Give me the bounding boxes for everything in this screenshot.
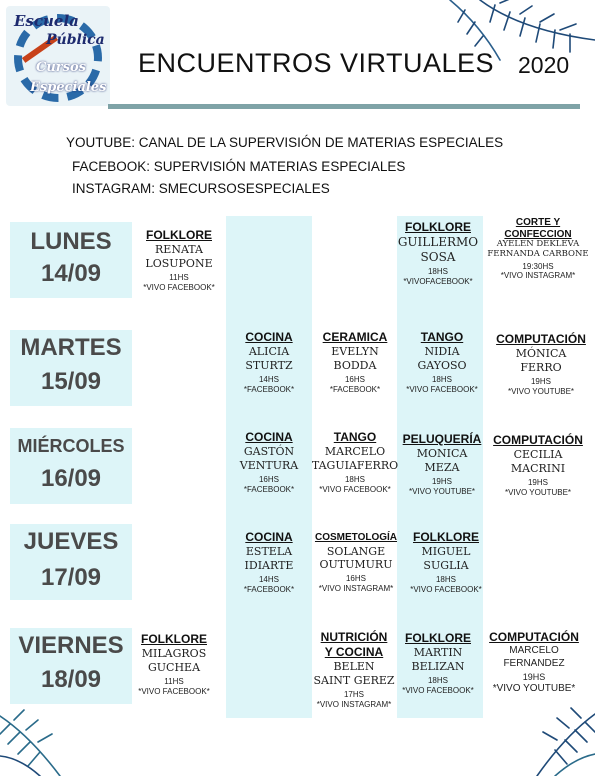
logo-text-line4: Especiales bbox=[30, 80, 107, 95]
session-teacher: MÓNICA bbox=[515, 347, 567, 360]
session-mode: *VIVO FACEBOOK* bbox=[138, 686, 210, 696]
logo-text-line1: Escuela bbox=[14, 12, 79, 30]
session-subject: TANGO bbox=[333, 430, 377, 444]
session-teacher: MONICA bbox=[416, 447, 468, 460]
session-time: 18HS bbox=[431, 374, 452, 384]
session-subject: CONFECCION bbox=[504, 228, 572, 240]
session-viernes-nutricion bbox=[308, 630, 400, 710]
session-jueves-folklore bbox=[400, 530, 492, 595]
day-name: LUNES bbox=[30, 228, 112, 255]
session-mode: *FACEBOOK* bbox=[243, 484, 295, 494]
session-teacher: TAGUIAFERRO bbox=[311, 458, 399, 472]
session-teacher: RENATA bbox=[155, 243, 203, 256]
day-date: 15/09 bbox=[40, 368, 102, 395]
session-lunes-folklore-2 bbox=[392, 220, 484, 287]
day-label-lunes bbox=[10, 222, 132, 298]
session-time: 19HS bbox=[431, 476, 452, 486]
session-mode: *FACEBOOK* bbox=[243, 384, 295, 394]
session-subject: FOLKLORE bbox=[405, 631, 471, 645]
day-label-jueves bbox=[10, 524, 132, 600]
day-name: JUEVES bbox=[23, 528, 119, 555]
session-subject: Y COCINA bbox=[324, 645, 384, 659]
instagram-account-line: INSTAGRAM: SMECURSOSESPECIALES bbox=[72, 181, 330, 196]
session-teacher: MEZA bbox=[424, 460, 460, 474]
session-martes-tango bbox=[396, 330, 488, 395]
session-time: 16HS bbox=[344, 374, 365, 384]
day-date: 16/09 bbox=[40, 465, 102, 492]
session-subject: COMPUTACIÓN bbox=[496, 332, 586, 346]
session-teacher: AYELEN DEKLEVA bbox=[496, 239, 580, 249]
session-subject: FOLKLORE bbox=[405, 220, 471, 234]
session-lunes-corte-confeccion bbox=[484, 217, 592, 280]
day-date: 17/09 bbox=[40, 564, 102, 591]
session-mode: *FACEBOOK* bbox=[329, 384, 381, 394]
session-viernes-computacion bbox=[480, 630, 588, 696]
session-time: 19HS bbox=[522, 672, 546, 682]
day-label-viernes bbox=[10, 628, 132, 704]
session-teacher: MARCELO bbox=[324, 445, 386, 458]
palm-leaf-bottom-right-decoration bbox=[505, 696, 595, 776]
session-lunes-folklore bbox=[133, 228, 225, 293]
day-date: 14/09 bbox=[40, 260, 102, 287]
session-teacher: NIDIA bbox=[424, 345, 460, 358]
title-divider bbox=[108, 104, 580, 109]
session-teacher: GASTÓN bbox=[243, 445, 295, 458]
session-jueves-cocina bbox=[223, 530, 315, 595]
facebook-page-line: FACEBOOK: SUPERVISIÓN MATERIAS ESPECIALES bbox=[72, 159, 406, 174]
session-teacher: LOSUPONE bbox=[145, 256, 213, 270]
session-subject: FOLKLORE bbox=[141, 632, 207, 646]
session-mode: *VIVO FACEBOOK* bbox=[319, 484, 391, 494]
session-subject: FOLKLORE bbox=[146, 228, 212, 242]
page-title: ENCUENTROS VIRTUALES bbox=[138, 48, 495, 78]
session-time: 18HS bbox=[427, 267, 448, 276]
session-jueves-cosmetologia bbox=[306, 532, 406, 594]
session-mode: *VIVO YOUTUBE* bbox=[492, 683, 576, 695]
session-subject: CERAMICA bbox=[322, 330, 388, 344]
session-teacher: SAINT GEREZ bbox=[313, 673, 395, 687]
day-name: MIÉRCOLES bbox=[17, 436, 125, 456]
session-time: 14HS bbox=[258, 574, 279, 584]
session-mode: *VIVO INSTAGRAM* bbox=[500, 270, 576, 280]
session-teacher: OUTUMURU bbox=[319, 558, 393, 572]
school-logo bbox=[6, 6, 110, 106]
session-subject: COCINA bbox=[245, 330, 293, 344]
session-teacher: MARCELO bbox=[509, 645, 559, 656]
session-mode: *VIVO INSTAGRAM* bbox=[318, 584, 394, 593]
session-teacher: FERNANDA CARBONE bbox=[487, 248, 589, 259]
session-teacher: GUCHEA bbox=[147, 660, 201, 674]
session-mode: *VIVO INSTAGRAM* bbox=[316, 699, 392, 709]
session-miercoles-cocina bbox=[223, 430, 315, 495]
session-mode: *VIVO FACEBOOK* bbox=[143, 282, 215, 292]
session-martes-computacion bbox=[488, 332, 594, 397]
session-teacher: ESTELA bbox=[245, 545, 293, 558]
session-teacher: IDIARTE bbox=[244, 558, 294, 572]
session-miercoles-computacion bbox=[484, 433, 592, 498]
session-subject: TANGO bbox=[420, 330, 464, 344]
session-teacher: MACRINI bbox=[510, 461, 566, 475]
session-teacher: FERNANDEZ bbox=[503, 657, 565, 669]
session-teacher: ALICIA bbox=[248, 345, 290, 358]
session-time: 14HS bbox=[258, 374, 279, 384]
session-time: 11HS bbox=[169, 272, 189, 282]
session-time: 19HS bbox=[527, 477, 548, 487]
youtube-channel-line: YOUTUBE: CANAL DE LA SUPERVISIÓN DE MATERIAS ESPECIALES bbox=[66, 135, 504, 150]
session-mode: *VIVO FACEBOOK* bbox=[410, 584, 482, 594]
session-teacher: EVELYN bbox=[331, 345, 379, 358]
session-martes-ceramica bbox=[309, 330, 401, 395]
session-subject: PELUQUERÍA bbox=[402, 432, 482, 446]
session-mode: *VIVO FACEBOOK* bbox=[406, 384, 478, 394]
session-time: 18HS bbox=[427, 675, 448, 685]
session-teacher: BELEN bbox=[333, 660, 375, 673]
session-viernes-folklore bbox=[128, 632, 220, 697]
session-teacher: CECILIA bbox=[513, 448, 563, 461]
session-time: 17HS bbox=[343, 689, 364, 699]
day-name: MARTES bbox=[20, 334, 122, 361]
session-teacher: GUILLERMO bbox=[397, 235, 479, 249]
session-teacher: MIGUEL bbox=[421, 545, 471, 558]
logo-text-line3: Cursos bbox=[36, 60, 86, 75]
session-mode: *FACEBOOK* bbox=[243, 584, 295, 594]
session-viernes-folklore-2 bbox=[392, 631, 484, 696]
session-subject: COMPUTACIÓN bbox=[489, 630, 579, 644]
session-time: 19HS bbox=[530, 376, 551, 386]
session-time: 16HS bbox=[258, 474, 279, 484]
palm-leaf-bottom-left-decoration bbox=[0, 696, 90, 776]
session-time: 19:30HS bbox=[522, 261, 554, 271]
session-mode: *VIVO YOUTUBE* bbox=[504, 487, 572, 497]
day-label-miercoles bbox=[10, 428, 132, 504]
logo-text-line2: Pública bbox=[46, 32, 105, 48]
session-subject: CORTE Y bbox=[515, 217, 561, 228]
session-time: 18HS bbox=[435, 574, 456, 584]
session-subject: COMPUTACIÓN bbox=[493, 433, 583, 447]
session-time: 16HS bbox=[345, 574, 366, 583]
session-subject: COSMETOLOGÍA bbox=[314, 532, 398, 543]
session-subject: COCINA bbox=[245, 530, 293, 544]
day-date: 18/09 bbox=[40, 666, 102, 693]
session-teacher: BODDA bbox=[333, 358, 377, 372]
session-teacher: MILAGROS bbox=[141, 647, 207, 660]
day-label-martes bbox=[10, 330, 132, 406]
session-miercoles-tango bbox=[309, 430, 401, 495]
day-name: VIERNES bbox=[18, 632, 124, 659]
session-teacher: MARTIN bbox=[413, 646, 463, 659]
session-teacher: FERRO bbox=[520, 360, 562, 374]
session-miercoles-peluqueria bbox=[396, 432, 488, 497]
session-time: 18HS bbox=[344, 474, 365, 484]
session-subject: COCINA bbox=[245, 430, 293, 444]
session-teacher: GAYOSO bbox=[417, 358, 467, 372]
session-mode: *VIVO YOUTUBE* bbox=[507, 386, 575, 396]
session-time: 11HS bbox=[164, 676, 184, 686]
session-teacher: STURTZ bbox=[245, 358, 293, 372]
session-martes-cocina bbox=[223, 330, 315, 395]
session-subject: FOLKLORE bbox=[413, 530, 479, 544]
session-teacher: BELIZAN bbox=[411, 659, 465, 673]
session-mode: *VIVO YOUTUBE* bbox=[408, 486, 476, 496]
session-subject: NUTRICIÓN bbox=[320, 630, 388, 644]
session-teacher: SUGLIA bbox=[423, 558, 469, 572]
session-teacher: SOLANGE bbox=[326, 544, 386, 558]
session-mode: *VIVOFACEBOOK* bbox=[403, 277, 473, 286]
session-teacher: SOSA bbox=[420, 250, 456, 264]
page-year: 2020 bbox=[518, 52, 570, 78]
session-teacher: VENTURA bbox=[239, 458, 299, 472]
session-mode: *VIVO FACEBOOK* bbox=[402, 685, 474, 695]
